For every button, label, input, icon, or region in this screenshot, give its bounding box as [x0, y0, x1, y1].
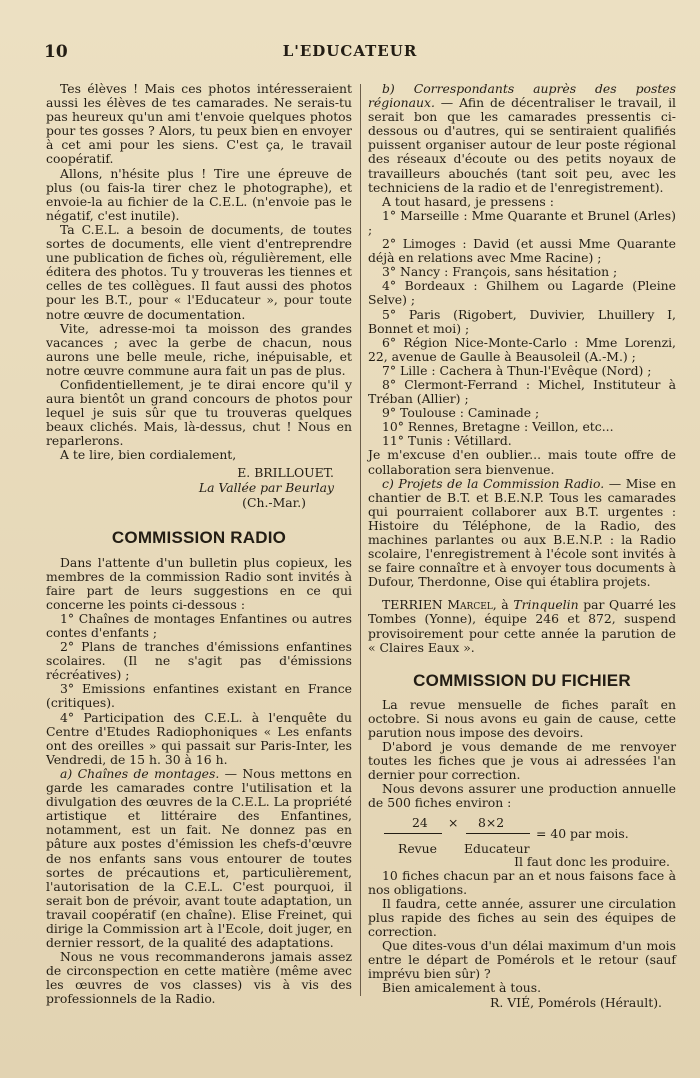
- radio-intro: Dans l'attente d'un bulletin plus copieux, les membres de la commission Radio sont invités à faire part de leurs suggestions en ce qui concerne les points ci-dessous :: [46, 554, 352, 612]
- letter-paragraph: Allons, n'hésite plus ! Tire une épreuve de plus (ou fais-la tirer chez le photographe), et envoie-la au fichier de la C.E.L. (n'envoie pas le négatif, c'est inutile).: [46, 165, 352, 223]
- correspondent-item: 5° Paris (Rigobert, Duvivier, Lhuillery I, Bonnet et moi) ;: [368, 306, 676, 336]
- signature-place: La Vallée par Beurlay: [198, 479, 334, 495]
- commission-fichier-heading: COMMISSION DU FICHIER: [413, 670, 631, 690]
- calc-right-label: Educateur: [464, 840, 530, 856]
- fichier-paragraph: Que dites-vous d'un délai maximum d'un mois entre le départ de Pomérols et le retour (sauf imprévu bien sûr) ?: [368, 938, 676, 982]
- correspondents-text: — Afin de décentraliser le travail, il serait bon que les camarades pressentis ci-dessous ou d'autres, qui se sentiraient qualifiés puissent organiser autour de leur poste régional des réseaux d'écoute ou des petits noyaux de travailleurs abouchés (tant soit peu, avec les techniciens de la radio et de l'enregistrement).: [368, 95, 676, 195]
- terrien-notice: [368, 598, 676, 654]
- fichier-paragraph: Il faut donc les produire.: [514, 853, 670, 869]
- pressing-intro: A tout hasard, je pressens :: [382, 193, 554, 209]
- fichier-paragraph: 10 fiches chacun par an et nous faisons face à nos obligations.: [368, 867, 676, 897]
- letter-paragraph: Vite, adresse-moi ta moisson des grandes vacances ; avec la gerbe de chacun, nous aurons une belle meule, riche, inépuisable, et notre œuvre commune aura fait un pas de plus.: [46, 320, 352, 378]
- projects-paragraph: [368, 477, 676, 590]
- calc-result: = 40 par mois.: [536, 825, 629, 841]
- terrien-name: TERRIEN Marcel: [382, 597, 493, 613]
- correspondent-item: 7° Lille : Cachera à Thun-l'Evêque (Nord) ;: [382, 362, 652, 378]
- correspondent-item: 8° Clermont-Ferrand : Michel, Instituteur à Tréban (Allier) ;: [368, 376, 676, 407]
- chains-text: — Nous mettons en garde les camarades contre l'utilisation et la divulgation des œuvres de la C.E.L. La propriété artistique et littéraire des Enfantines, notamment, est un fait. Ne donnez pas en pâture aux postes d'émission les chefs-d'œuvre de nos enfants sans vous entourer de toutes sortes de précautions et, particulièrement, l'autorisation de la C.E.L. C'est pourquoi, il serait bon de prévoir, avant toute adaptation, un travail coopératif (en chaîne). Elise Freinet, qui dirige la Commission art à l'Ecole, doit juger, en dernier ressort, de la qualité des adaptations.: [46, 765, 353, 951]
- correspondent-item: 4° Bordeaux : Ghilhem ou Lagarde (Pleine Selve) ;: [368, 278, 676, 308]
- correspondent-item: 9° Toulouse : Caminade ;: [382, 405, 540, 421]
- calc-left-value: 24: [412, 814, 428, 830]
- column-divider: [360, 84, 361, 996]
- apology: Je m'excuse d'en oublier... mais toute offre de collaboration sera bienvenue.: [368, 447, 676, 477]
- fichier-paragraph: Il faudra, cette année, assurer une circulation plus rapide des fiches au sein des équipes de correction.: [368, 895, 676, 939]
- calc-left-label: Revue: [398, 840, 437, 856]
- projects-label: c) Projets de la Commission Radio.: [382, 475, 605, 491]
- radio-point: 3° Emissions enfantines existant en France (critiques).: [46, 681, 352, 711]
- letter-closing: A te lire, bien cordialement,: [60, 447, 237, 463]
- correspondent-item: 3° Nancy : François, sans hésitation ;: [382, 264, 618, 280]
- correspondent-item: 1° Marseille : Mme Quarante et Brunel (Arles) ;: [368, 207, 676, 237]
- calc-times: ×: [448, 814, 459, 830]
- page-number: 10: [44, 42, 68, 62]
- calc-fraction-bar: [466, 833, 530, 834]
- chains-paragraph: [46, 767, 352, 950]
- fichier-paragraph: La revue mensuelle de fiches paraît en octobre. Si nous avons eu gain de cause, cette parution nous impose des devoirs.: [368, 696, 676, 740]
- correspondents-paragraph: [368, 82, 676, 195]
- fichier-paragraph: Bien amicalement à tous.: [382, 980, 542, 996]
- page-header: [0, 36, 700, 66]
- radio-point: 2° Plans de tranches d'émissions enfantines scolaires. (Il ne s'agit pas d'émissions récréatives) ;: [46, 639, 352, 683]
- chains-label: a) Chaînes de montages.: [60, 765, 220, 781]
- commission-radio-heading: COMMISSION RADIO: [111, 527, 287, 547]
- letter-paragraph: Confidentiellement, je te dirai encore qu'il y aura bientôt un grand concours de photos pour lequel je suis sûr que tu trouveras quelques beaux clichés. Mais, là-dessus, chut ! Nous en reparlerons.: [46, 376, 352, 449]
- left-column: [46, 82, 352, 1007]
- terrien-text: , à: [492, 597, 514, 613]
- correspondents-label: b) Correspondants auprès des postes régionaux.: [368, 81, 676, 111]
- correspondent-item: 10° Rennes, Bretagne : Veillon, etc...: [382, 419, 614, 435]
- signature-name: E. BRILLOUET.: [237, 464, 334, 480]
- fichier-signature: R. VIÉ, Pomérols (Hérault).: [490, 995, 662, 1011]
- journal-title: L'EDUCATEUR: [282, 42, 418, 60]
- production-calculation: [368, 811, 676, 869]
- letter-paragraph: Ta C.E.L. a besoin de documents, de toutes sortes de documents, elle vient d'entreprendre une publication de fiches où, régulièrement, elle éditera des photos. Tu y trouveras les tiennes et celles de tes collègues. Il faut aussi des photos pour les B.T., pour « l'Educateur », pour toute notre œuvre de documentation.: [46, 221, 352, 322]
- correspondent-item: 11° Tunis : Vétillard.: [382, 433, 512, 449]
- signature-region: (Ch.-Mar.): [242, 494, 306, 510]
- terrien-text: par Quarré les Tombes (Yonne), équipe 246 et 872, suspend provisoirement pour cette année la parution de « Claires Eaux ».: [368, 597, 677, 655]
- calc-fraction-bar: [384, 833, 442, 834]
- fichier-paragraph: D'abord je vous demande de me renvoyer toutes les fiches que je vous ai adressées l'an dernier pour correction.: [368, 739, 676, 783]
- radio-point: 1° Chaînes de montages Enfantines ou autres contes d'enfants ;: [46, 610, 352, 640]
- correspondent-item: 2° Limoges : David (et aussi Mme Quarante déjà en relations avec Mme Racine) ;: [368, 236, 676, 266]
- letter-paragraph: Tes élèves ! Mais ces photos intéresseraient aussi les élèves de tes camarades. Ne serais-tu pas heureux qu'un ami t'envoie quelques photos pour tes gosses ? Alors, tu peux bien en envoyer à cet ami pour les siens. C'est ça, le travail coopératif.: [46, 81, 352, 167]
- correspondent-item: 6° Région Nice-Monte-Carlo : Mme Lorenzi, 22, avenue de Gaulle à Beausoleil (A.-M.) ;: [368, 334, 676, 364]
- terrien-place: Trinquelin: [513, 597, 579, 613]
- projects-text: — Mise en chantier de B.T. et B.E.N.P. Tous les camarades qui pourraient collaborer aux B.T. urgentes : Histoire du Téléphone, de la Radio, des machines parlantes ou aux B.E.N.P. : la Radio scolaire, l'enregistrement à l'école sont invités à se faire connaître et à envoyer tous documents à Dufour, Therdonne, Oise qui établira projets.: [368, 475, 676, 590]
- fichier-paragraph: Nous devons assurer une production annuelle de 500 fiches environ :: [368, 781, 676, 811]
- radio-point: 4° Participation des C.E.L. à l'enquête du Centre d'Etudes Radiophoniques « Les enfants ont des oreilles » qui passait sur Paris-Inter, les Vendredi, de 15 h. 30 à 16 h.: [46, 709, 352, 767]
- right-column: [368, 82, 676, 1010]
- chains-warning: Nous ne vous recommanderons jamais assez de circonspection en cette matière (même avec les œuvres de vos classes) vis à vis des professionnels de la Radio.: [46, 949, 352, 1007]
- calc-right-value: 8×2: [478, 814, 505, 830]
- letter-signature: [46, 465, 352, 510]
